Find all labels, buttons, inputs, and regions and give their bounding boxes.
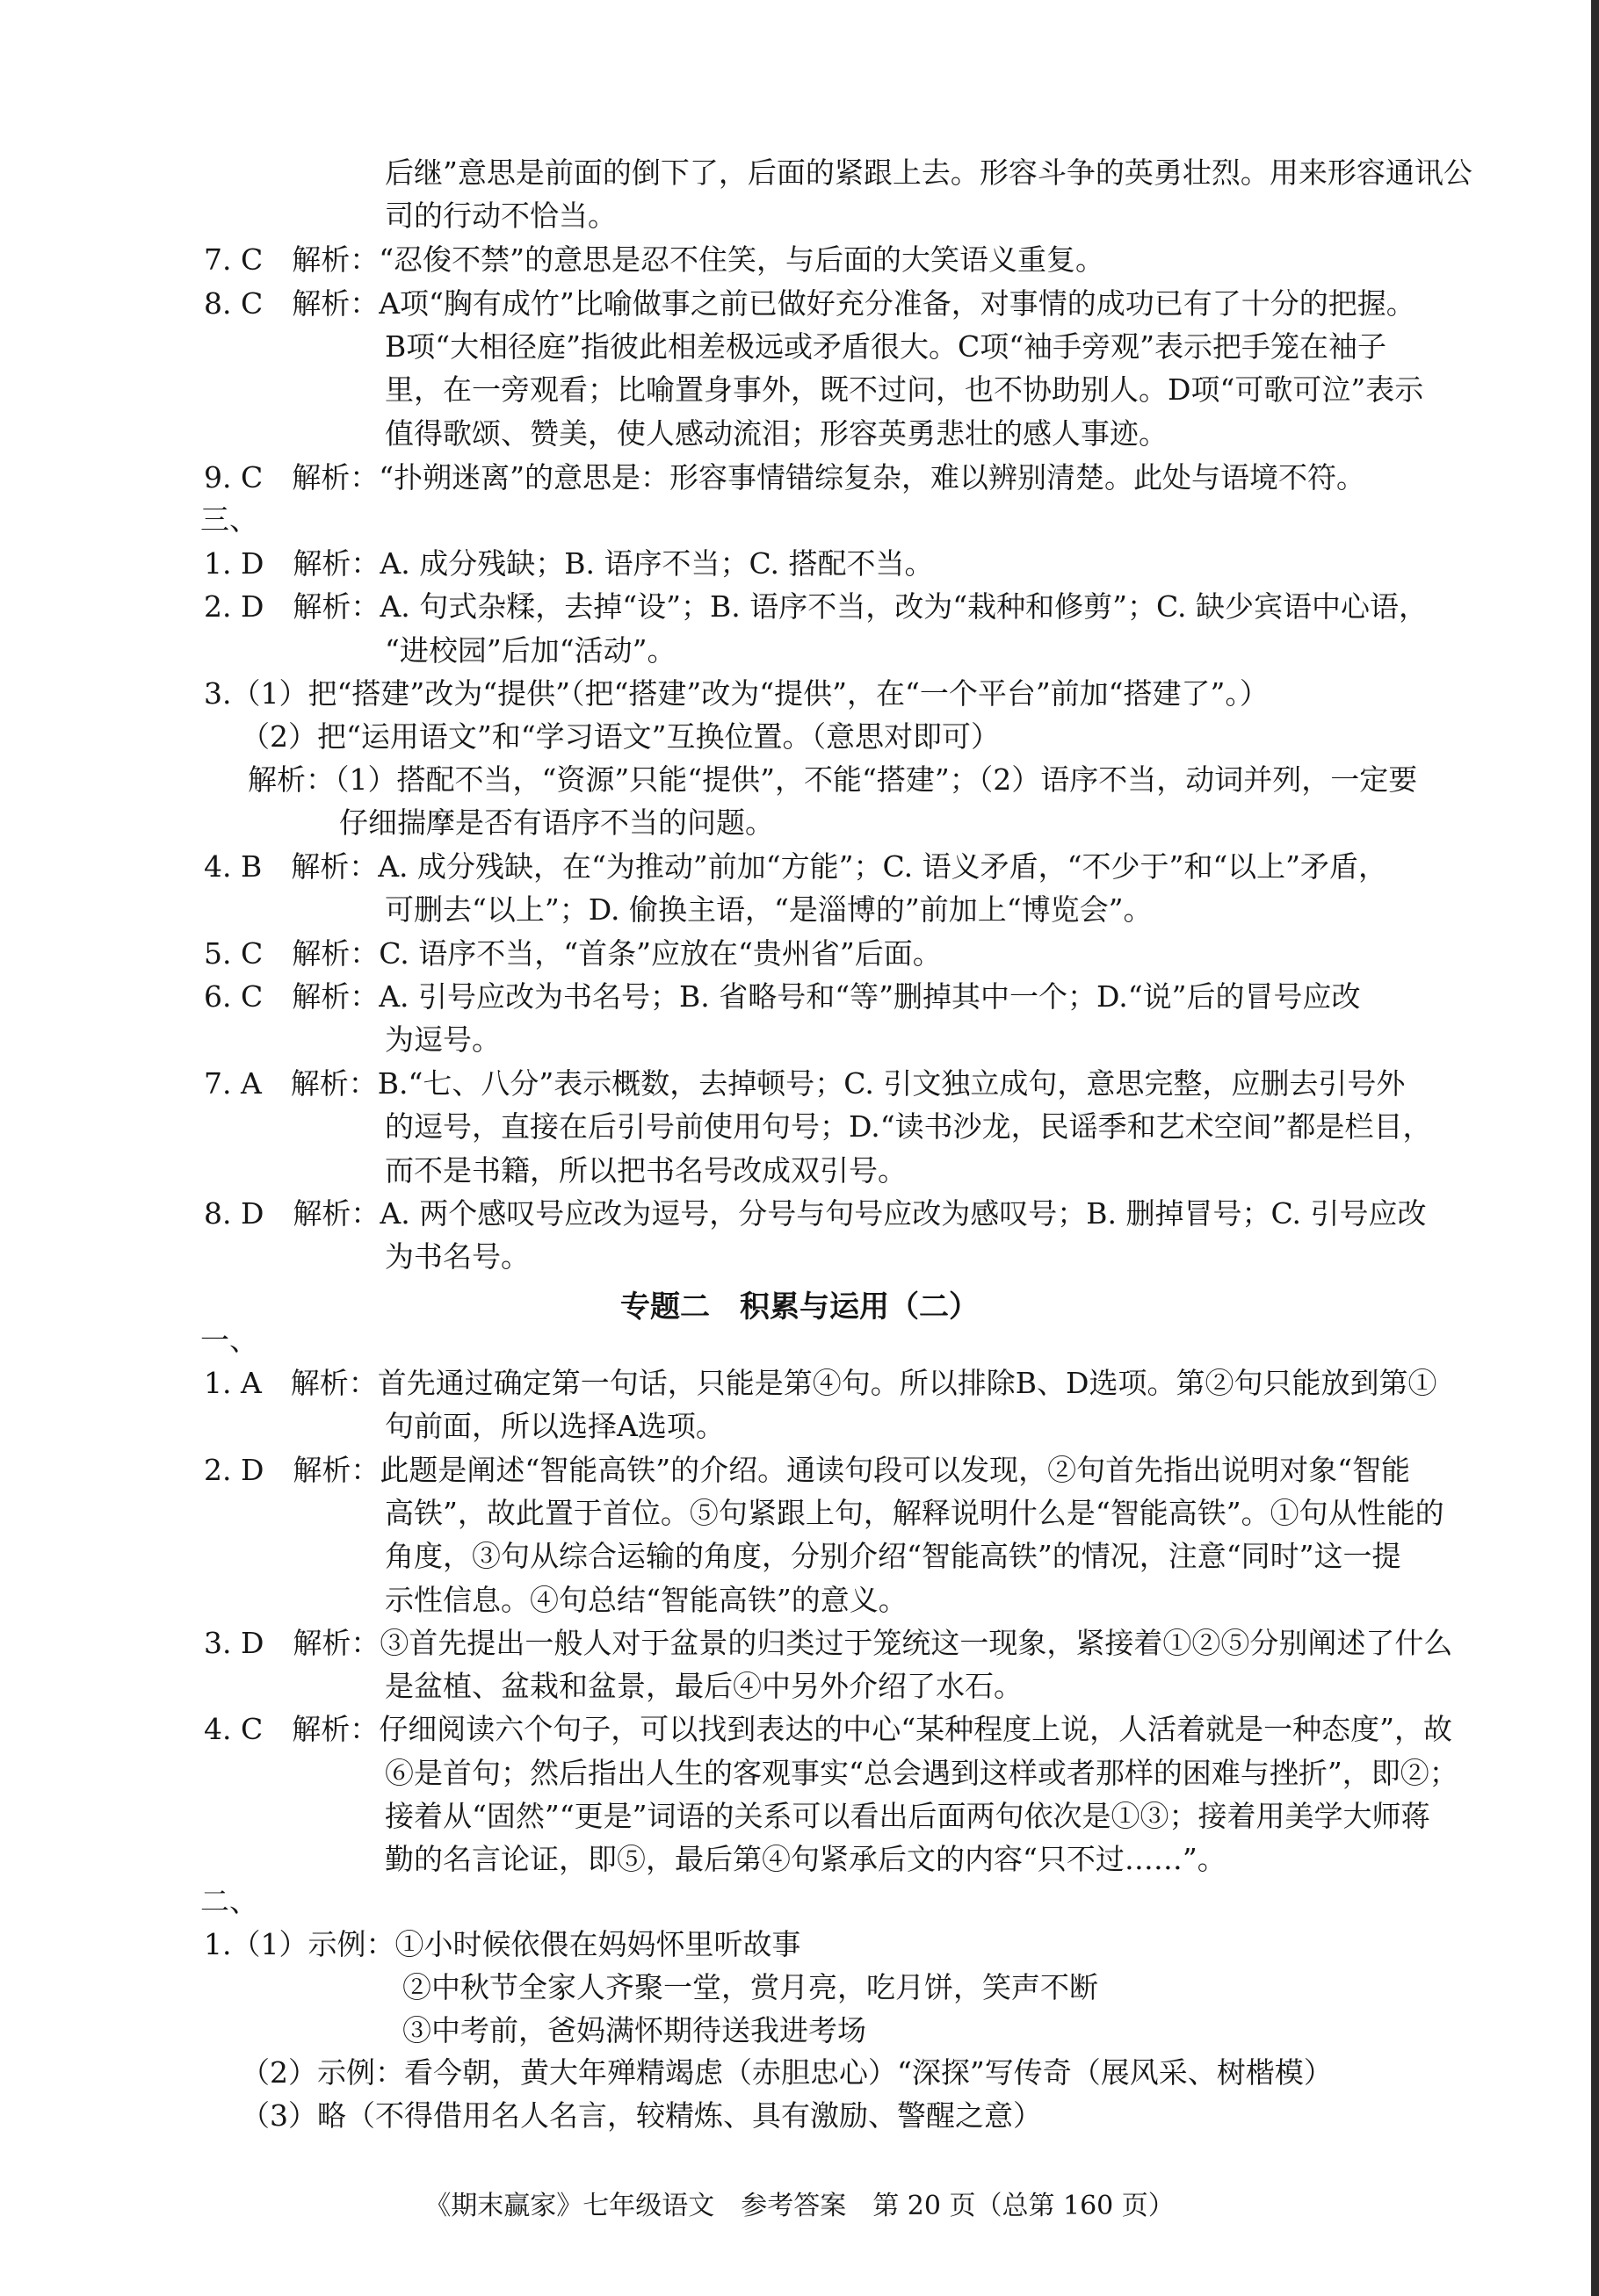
answer-line: 1. A 解析：首先通过确定第一句话，只能是第④句。所以排除B、D选项。第②句只能放到第① [204, 1366, 1437, 1400]
answer-line: 2. D 解析：A. 句式杂糅，去掉“设”；B. 语序不当，改为“栽种和修剪”；C. 缺少宾语中心语， [204, 589, 1429, 624]
answer-line: 的逗号，直接在后引号前使用句号；D.“读书沙龙，民谣季和艺术空间”都是栏目， [385, 1109, 1432, 1144]
answer-line: 5. C 解析：C. 语序不当，“首条”应放在“贵州省”后面。 [204, 936, 942, 971]
answer-line: 句前面，所以选择A选项。 [385, 1409, 725, 1443]
answer-line: 高铁”，故此置于首位。⑤句紧跟上句，解释说明什么是“智能高铁”。①句从性能的 [385, 1496, 1444, 1530]
section-title: 专题二 积累与运用（二） [620, 1289, 979, 1325]
section-number: 二、 [200, 1884, 258, 1918]
answer-line: 9. C 解析：“扑朔迷离”的意思是：形容事情错综复杂，难以辨别清楚。此处与语境不符。 [204, 460, 1365, 495]
answer-line: 6. C 解析：A. 引号应改为书名号；B. 省略号和“等”删掉其中一个；D.“说”后的冒号应改 [204, 979, 1361, 1014]
answer-line: 3. D 解析：③首先提出一般人对于盆景的归类过于笼统这一现象，紧接着①②⑤分别阐述了什么 [204, 1626, 1453, 1660]
answer-line: 司的行动不恰当。 [385, 199, 617, 233]
section-number: 一、 [200, 1323, 258, 1357]
answer-line: 8. C 解析：A项“胸有成竹”比喻做事之前已做好充分准备，对事情的成功已有了十分的把握。 [204, 286, 1415, 321]
answer-line: 是盆植、盆栽和盆景，最后④中另外介绍了水石。 [385, 1669, 1023, 1703]
answer-line: 仔细揣摩是否有语序不当的问题。 [339, 805, 774, 840]
answer-line: 为逗号。 [385, 1022, 501, 1057]
answer-line: 1.（1）示例：①小时候依偎在妈妈怀里听故事 [204, 1927, 801, 1961]
answer-line: 7. C 解析：“忍俊不禁”的意思是忍不住笑，与后面的大笑语义重复。 [204, 242, 1104, 277]
answer-line: 为书名号。 [385, 1239, 530, 1274]
scan-edge-shadow [1591, 0, 1599, 2296]
answer-line: 示性信息。④句总结“智能高铁”的意义。 [385, 1583, 908, 1617]
answer-line: 后继”意思是前面的倒下了，后面的紧跟上去。形容斗争的英勇壮烈。用来形容通讯公 [385, 155, 1472, 190]
answer-line: 接着从“固然”“更是”词语的关系可以看出后面两句依次是①③；接着用美学大师蒋 [385, 1799, 1430, 1833]
answer-line: B项“大相径庭”指彼此相差极远或矛盾很大。C项“袖手旁观”表示把手笼在袖子 [385, 329, 1386, 364]
answer-line: （3）略（不得借用名人名言，较精炼、具有激励、警醒之意） [241, 2098, 1042, 2133]
answer-line: 勤的名言论证，即⑤，最后第④句紧承后文的内容“只不过……”。 [385, 1842, 1226, 1876]
answer-line: ⑥是首句；然后指出人生的客观事实“总会遇到这样或者那样的困难与挫折”，即②； [385, 1756, 1458, 1790]
answer-line: “进校园”后加“活动”。 [385, 633, 676, 668]
answer-line: 值得歌颂、赞美，使人感动流泪；形容英勇悲壮的感人事迹。 [385, 416, 1168, 451]
answer-line: 2. D 解析：此题是阐述“智能高铁”的介绍。通读句段可以发现，②句首先指出说明对象“智能 [204, 1453, 1411, 1487]
answer-line: ②中秋节全家人齐聚一堂，赏月亮，吃月饼，笑声不断 [402, 1970, 1098, 2004]
answer-line: 可删去“以上”；D. 偷换主语，“是淄博的”前加上“博览会”。 [385, 892, 1153, 927]
answer-line: 1. D 解析：A. 成分残缺；B. 语序不当；C. 搭配不当。 [204, 546, 934, 581]
answer-line: 7. A 解析：B.“七、八分”表示概数，去掉顿号；C. 引文独立成句，意思完整，应删去引号外 [204, 1066, 1406, 1101]
answer-line: 8. D 解析：A. 两个感叹号应改为逗号，分号与句号应改为感叹号；B. 删掉冒号；C. 引号应改 [204, 1196, 1427, 1231]
answer-line: 里，在一旁观看；比喻置身事外，既不过问，也不协助别人。D项“可歌可泣”表示 [385, 372, 1424, 407]
section-number: 三、 [200, 502, 258, 537]
answer-line: 4. B 解析：A. 成分残缺，在“为推动”前加“方能”；C. 语义矛盾，“不少于”和“以上”矛盾， [204, 849, 1388, 884]
answer-line: 4. C 解析：仔细阅读六个句子，可以找到表达的中心“某种程度上说，人活着就是一种态度”，故 [204, 1712, 1452, 1746]
answer-line: ③中考前，爸妈满怀期待送我进考场 [402, 2013, 866, 2047]
answer-line: 而不是书籍，所以把书名号改成双引号。 [385, 1153, 907, 1188]
answer-line: 解析：（1）搭配不当，“资源”只能“提供”，不能“搭建”；（2）语序不当，动词并列，一定要 [248, 762, 1418, 797]
answer-line: （2）示例：看今朝，黄大年殚精竭虑（赤胆忠心）“深探”写传奇（展风采、树楷模） [241, 2055, 1333, 2090]
page-footer: 《期末赢家》七年级语文 参考答案 第 20 页（总第 160 页） [424, 2191, 1175, 2221]
answer-line: 角度，③句从综合运输的角度，分别介绍“智能高铁”的情况，注意“同时”这一提 [385, 1539, 1401, 1573]
answer-line: 3.（1）把“搭建”改为“提供”（把“搭建”改为“提供”，在“一个平台”前加“搭建了”。） [204, 676, 1269, 711]
answer-line: （2）把“运用语文”和“学习语文”互换位置。（意思对即可） [241, 719, 1000, 754]
